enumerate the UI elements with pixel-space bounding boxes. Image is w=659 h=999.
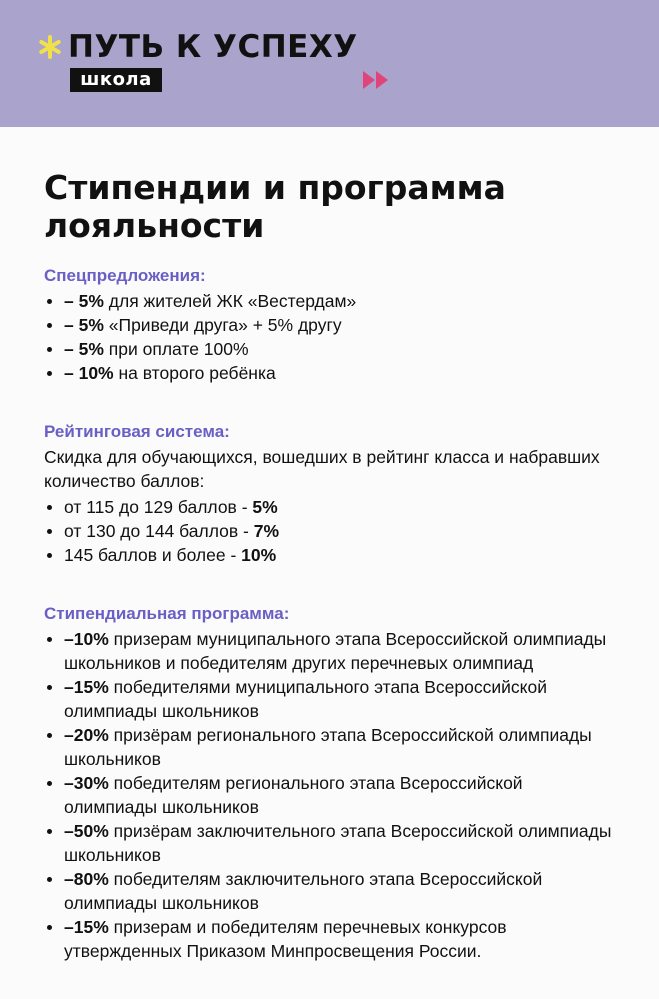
header-banner	[0, 0, 659, 127]
rating-system-list	[44, 495, 619, 567]
main-content	[0, 127, 659, 963]
special-offers-list	[44, 289, 619, 385]
list-item	[44, 915, 619, 963]
list-item	[44, 361, 619, 385]
rating-system-intro: Скидка для обучающихся, вошедших в рейтинг класса и набравших количество баллов:	[44, 447, 600, 491]
rating-system-title: Рейтинговая система:	[44, 422, 230, 441]
discount-value: – 5%	[64, 339, 104, 359]
discount-value: –20%	[64, 725, 109, 745]
discount-text: «Приведи друга» + 5% другу	[108, 315, 342, 335]
discount-text: на второго ребёнка	[118, 363, 276, 383]
special-offers-title: Спецпредложения:	[44, 266, 206, 285]
discount-value: 5%	[252, 497, 278, 517]
discount-text: призерам муниципального этапа Всероссийской олимпиады школьников и победителям других перечневых олимпиад	[64, 629, 607, 673]
discount-value: –80%	[64, 869, 109, 889]
list-item	[44, 337, 619, 361]
discount-text: призёрам регионального этапа Всероссийской олимпиады школьников	[64, 725, 592, 769]
discount-value: –15%	[64, 917, 109, 937]
fast-forward-icon	[361, 69, 391, 91]
discount-value: – 10%	[64, 363, 114, 383]
discount-value: –50%	[64, 821, 109, 841]
discount-value: –15%	[64, 677, 109, 697]
list-item	[44, 495, 619, 519]
discount-value: –30%	[64, 773, 109, 793]
discount-text: победителями муниципального этапа Всероссийской олимпиады школьников	[64, 677, 548, 721]
discount-text: победителям заключительного этапа Всероссийской олимпиады школьников	[64, 869, 543, 913]
discount-text: призерам и победителям перечневых конкурсов утвержденных Приказом Минпросвещения России.	[64, 917, 507, 961]
list-item	[44, 771, 619, 819]
list-item	[44, 675, 619, 723]
page-title: Стипендии и программа лояльности	[44, 168, 506, 245]
list-item	[44, 289, 619, 313]
discount-value: – 5%	[64, 315, 104, 335]
list-item	[44, 519, 619, 543]
scholarship-section	[44, 603, 619, 963]
rating-system-section	[44, 421, 619, 567]
list-item	[44, 627, 619, 675]
discount-value: –10%	[64, 629, 109, 649]
rating-text: от 115 до 129 баллов -	[64, 497, 253, 517]
discount-text: призёрам заключительного этапа Всероссийской олимпиады школьников	[64, 821, 612, 865]
discount-text: победителям регионального этапа Всероссийской олимпиады школьников	[64, 773, 523, 817]
list-item	[44, 867, 619, 915]
discount-text: для жителей ЖК «Вестердам»	[108, 291, 357, 311]
discount-text: при оплате 100%	[108, 339, 249, 359]
list-item	[44, 313, 619, 337]
rating-text: от 130 до 144 баллов -	[64, 521, 254, 541]
list-item	[44, 819, 619, 867]
list-item	[44, 543, 619, 567]
star-icon	[36, 33, 64, 61]
brand-title: ПУТЬ К УСПЕХУ	[68, 29, 358, 65]
scholarship-list	[44, 627, 619, 963]
special-offers-section	[44, 265, 619, 385]
discount-value: 10%	[241, 545, 277, 565]
rating-text: 145 баллов и более -	[64, 545, 242, 565]
list-item	[44, 723, 619, 771]
scholarship-title: Стипендиальная программа:	[44, 604, 290, 623]
discount-value: – 5%	[64, 291, 104, 311]
discount-value: 7%	[253, 521, 280, 541]
brand-subtitle: школа	[70, 68, 162, 92]
